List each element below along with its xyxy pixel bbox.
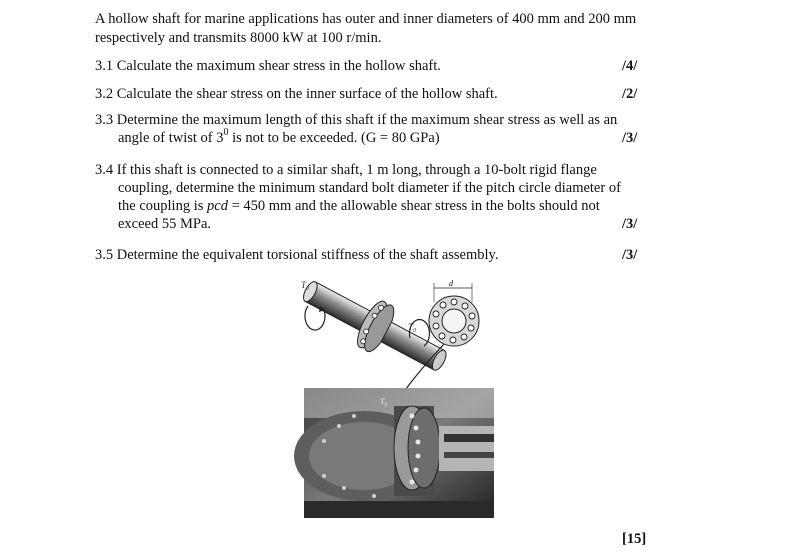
- pcd-symbol: pcd: [207, 198, 228, 214]
- question-3-3-line-1: 3.3 Determine the maximum length of this shaft if the maximum shear stress as well as an: [95, 112, 618, 128]
- question-3-4-line-3: the coupling is pcd = 450 mm and the allowable shear stress in the bolts should not: [118, 198, 600, 214]
- total-marks: [15]: [622, 531, 647, 547]
- question-3-4-line-1: 3.4 If this shaft is connected to a similar shaft, 1 m long, through a 10-bolt rigid flange: [95, 162, 597, 178]
- coupling-photo: [294, 388, 494, 518]
- torque-label-right: $T_0$: [408, 322, 417, 334]
- question-3-2: 3.2 Calculate the shear stress on the inner surface of the hollow shaft.: [95, 86, 498, 102]
- torque-label-photo: $T_0$: [380, 397, 387, 408]
- intro-line-1: A hollow shaft for marine applications has outer and inner diameters of 400 mm and 200 mm: [95, 11, 637, 27]
- question-3-3-line-2: angle of twist of $3^0$ is not to be exceeded. (G = 80 GPa): [118, 127, 440, 146]
- marks-3-4: /3/: [622, 216, 638, 232]
- question-3-1: 3.1 Calculate the maximum shear stress in the hollow shaft.: [95, 58, 441, 74]
- marks-3-2: /2/: [622, 86, 638, 102]
- question-3-4-line-2: coupling, determine the minimum standard bolt diameter if the pitch circle diameter of: [118, 180, 621, 196]
- marks-3-5: /3/: [622, 247, 638, 263]
- flange-end-view: [429, 279, 479, 346]
- question-3-5: 3.5 Determine the equivalent torsional stiffness of the shaft assembly.: [95, 247, 499, 263]
- question-3-4-line-4: exceed 55 MPa.: [118, 216, 212, 232]
- flange-coupling-figure: [294, 276, 504, 526]
- intro-line-2: respectively and transmits 8000 kW at 100 r/min.: [95, 30, 382, 46]
- marks-3-1: /4/: [622, 58, 638, 74]
- dimension-label-d: d: [449, 279, 453, 288]
- marks-3-3: /3/: [622, 130, 638, 146]
- torque-label-left: $T_0$: [301, 280, 310, 292]
